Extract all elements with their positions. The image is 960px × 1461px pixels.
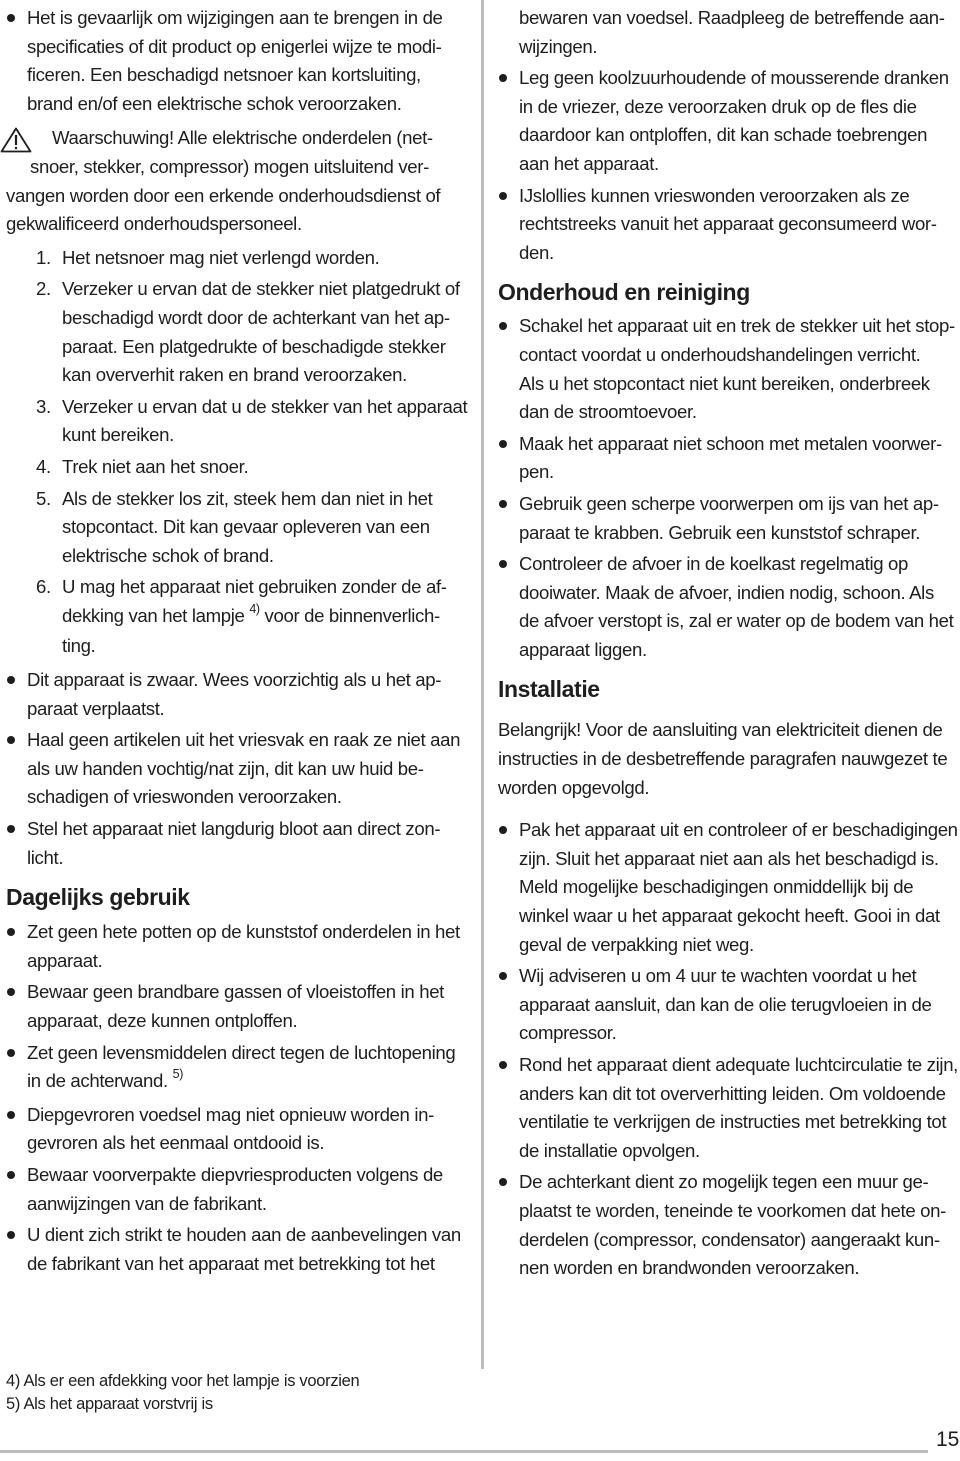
continued-text: bewaren van voedsel. Raadpleeg de betreffende aan- wijzingen.	[519, 7, 945, 57]
list-item: Schakel het apparaat uit en trek de stekker uit het stop- contact voordat u onderhoudshandelingen verricht. Als u het stopcontact niet kunt bereiken, onderbreek dan de stroomtoevoer.	[498, 312, 958, 426]
list-item: Zet geen levensmiddelen direct tegen de luchtopening in de achterwand. $^{5)}$	[6, 1039, 468, 1098]
warning-block: Waarschuwing! Alle elektrische onderdelen (net- snoer, stekker, compressor) mogen uitsluitend ver- vangen worden door een erkende onderhoudsdienst of gekwalificeerd onderhoudspersoneel.	[6, 124, 468, 238]
bullet-icon	[7, 736, 15, 744]
list-item: De achterkant dient zo mogelijk tegen een muur ge- plaatst te worden, teneinde te voorkomen dat hete on- derdelen (compressor, condensator) aangeraakt kun- nen worden en brandwonden veroorzaken.	[498, 1168, 958, 1282]
list-item: Haal geen artikelen uit het vriesvak en raak ze niet aan als uw handen vochtig/nat zijn, dit kan uw huid be- schadigen of vrieswonden veroorzaken.	[6, 726, 468, 812]
bullet-icon	[7, 676, 15, 684]
footnote-4: 4) Als er een afdekking voor het lampje is voorzien	[6, 1372, 360, 1390]
bullet-icon	[7, 1111, 15, 1119]
bullet-icon	[499, 500, 507, 508]
bullet-icon	[499, 440, 507, 448]
footer-rule	[0, 1450, 928, 1453]
numbered-item: 6. U mag het apparaat niet gebruiken zonder de af- dekking van het lampje $^{4)}$ voor de binnenverlich- ting.	[36, 576, 447, 657]
bullet-icon	[7, 1049, 15, 1057]
bullet-icon	[499, 192, 507, 200]
section-heading-maintenance: Onderhoud en reiniging	[498, 279, 750, 306]
bullet-icon	[499, 1178, 507, 1186]
list-item: Stel het apparaat niet langdurig bloot aan direct zon- licht.	[6, 815, 468, 872]
numbered-item: 3. Verzeker u ervan dat u de stekker van het apparaat kunt bereiken.	[36, 395, 468, 446]
bullet-icon	[7, 928, 15, 936]
left-column	[6, 4, 468, 1278]
warning-triangle-icon	[0, 127, 32, 153]
bullet-icon	[7, 14, 15, 22]
numbered-item: 2. Verzeker u ervan dat de stekker niet platgedrukt of beschadigd wordt door de achterkant van het ap- paraat. Een platgedrukte of beschadigde stekker kan oververhit raken en brand veroorzaken.	[36, 278, 460, 386]
list-item: Gebruik geen scherpe voorwerpen om ijs van het ap- paraat te krabben. Gebruik een kunststof schraper.	[498, 490, 958, 547]
list-item: Zet geen hete potten op de kunststof onderdelen in het apparaat.	[6, 918, 468, 975]
bullet-icon	[499, 560, 507, 568]
numbered-item: 5. Als de stekker los zit, steek hem dan niet in het stopcontact. Dit kan gevaar opleveren van een elektrische schok of brand.	[36, 487, 433, 566]
bullet-icon	[499, 322, 507, 330]
column-divider	[481, 0, 484, 1369]
numbered-item: 4. Trek niet aan het snoer.	[36, 455, 249, 477]
bullet-icon	[7, 988, 15, 996]
list-item: Het is gevaarlijk om wijzigingen aan te brengen in de specificaties of dit product op enigerlei wijze te modi- ficeren. Een beschadigd netsnoer kan kortsluiting, brand en/of een elektrische schok veroorzaken.	[6, 4, 468, 118]
right-column	[498, 4, 958, 1283]
numbered-item: 1. Het netsnoer mag niet verlengd worden.	[36, 246, 380, 268]
list-item: U dient zich strikt te houden aan de aanbevelingen van de fabrikant van het apparaat met betrekking tot het	[6, 1221, 468, 1278]
important-note: Belangrijk! Voor de aansluiting van elektriciteit dienen de instructies in de desbetreffende paragrafen nauwgezet te worden opgevolgd.	[498, 719, 948, 798]
list-item: Bewaar geen brandbare gassen of vloeistoffen in het apparaat, deze kunnen ontploffen.	[6, 978, 468, 1035]
list-item: Wij adviseren u om 4 uur te wachten voordat u het apparaat aansluit, dan kan de olie terugvloeien in de compressor.	[498, 962, 958, 1048]
list-item: Rond het apparaat dient adequate luchtcirculatie te zijn, anders kan dit tot oververhitting leiden. Om voldoende ventilatie te verkrijgen de instructies met betrekking tot de installatie opvolgen.	[498, 1051, 958, 1165]
bullet-icon	[499, 972, 507, 980]
footnote-5: 5) Als het apparaat vorstvrij is	[6, 1395, 213, 1413]
section-heading-daily-use: Dagelijks gebruik	[6, 884, 190, 911]
bullet-icon	[7, 1231, 15, 1239]
bullet-icon	[499, 74, 507, 82]
bullet-icon	[7, 1171, 15, 1179]
bullet-icon	[499, 826, 507, 834]
bullet-icon	[7, 825, 15, 833]
list-item: Leg geen koolzuurhoudende of mousserende dranken in de vriezer, deze veroorzaken druk op de fles die daardoor kan ontploffen, dit kan schade toebrengen aan het apparaat.	[498, 64, 958, 178]
list-item: Diepgevroren voedsel mag niet opnieuw worden in- gevroren als het eenmaal ontdooid is.	[6, 1101, 468, 1158]
list-item: Maak het apparaat niet schoon met metalen voorwer- pen.	[498, 430, 958, 487]
page-number: 15	[936, 1428, 960, 1451]
footnote-ref: 4)	[249, 601, 260, 616]
bullet-icon	[499, 1061, 507, 1069]
section-heading-installation: Installatie	[498, 676, 600, 703]
warning-label: Waarschuwing!	[52, 127, 174, 149]
list-item: IJslollies kunnen vrieswonden veroorzaken als ze rechtstreeks vanuit het apparaat geconsumeerd wor- den.	[498, 182, 958, 268]
list-item: Dit apparaat is zwaar. Wees voorzichtig als u het ap- paraat verplaatst.	[6, 666, 468, 723]
important-label: Belangrijk!	[498, 719, 581, 741]
list-item: Pak het apparaat uit en controleer of er beschadigingen zijn. Sluit het apparaat niet aan als het beschadigd is. Meld mogelijke beschadigingen onmiddellijk bij de winkel waar u het apparaat gekocht heeft. Gooi in dat geval de verpakking niet weg.	[498, 816, 958, 959]
footnote-ref: 5)	[172, 1067, 184, 1082]
list-item: Controleer de afvoer in de koelkast regelmatig op dooiwater. Maak de afvoer, indien nodig, schoon. Als de afvoer verstopt is, zal er water op de bodem van het apparaat liggen.	[498, 550, 958, 664]
list-item: Bewaar voorverpakte diepvriesproducten volgens de aanwijzingen van de fabrikant.	[6, 1161, 468, 1218]
